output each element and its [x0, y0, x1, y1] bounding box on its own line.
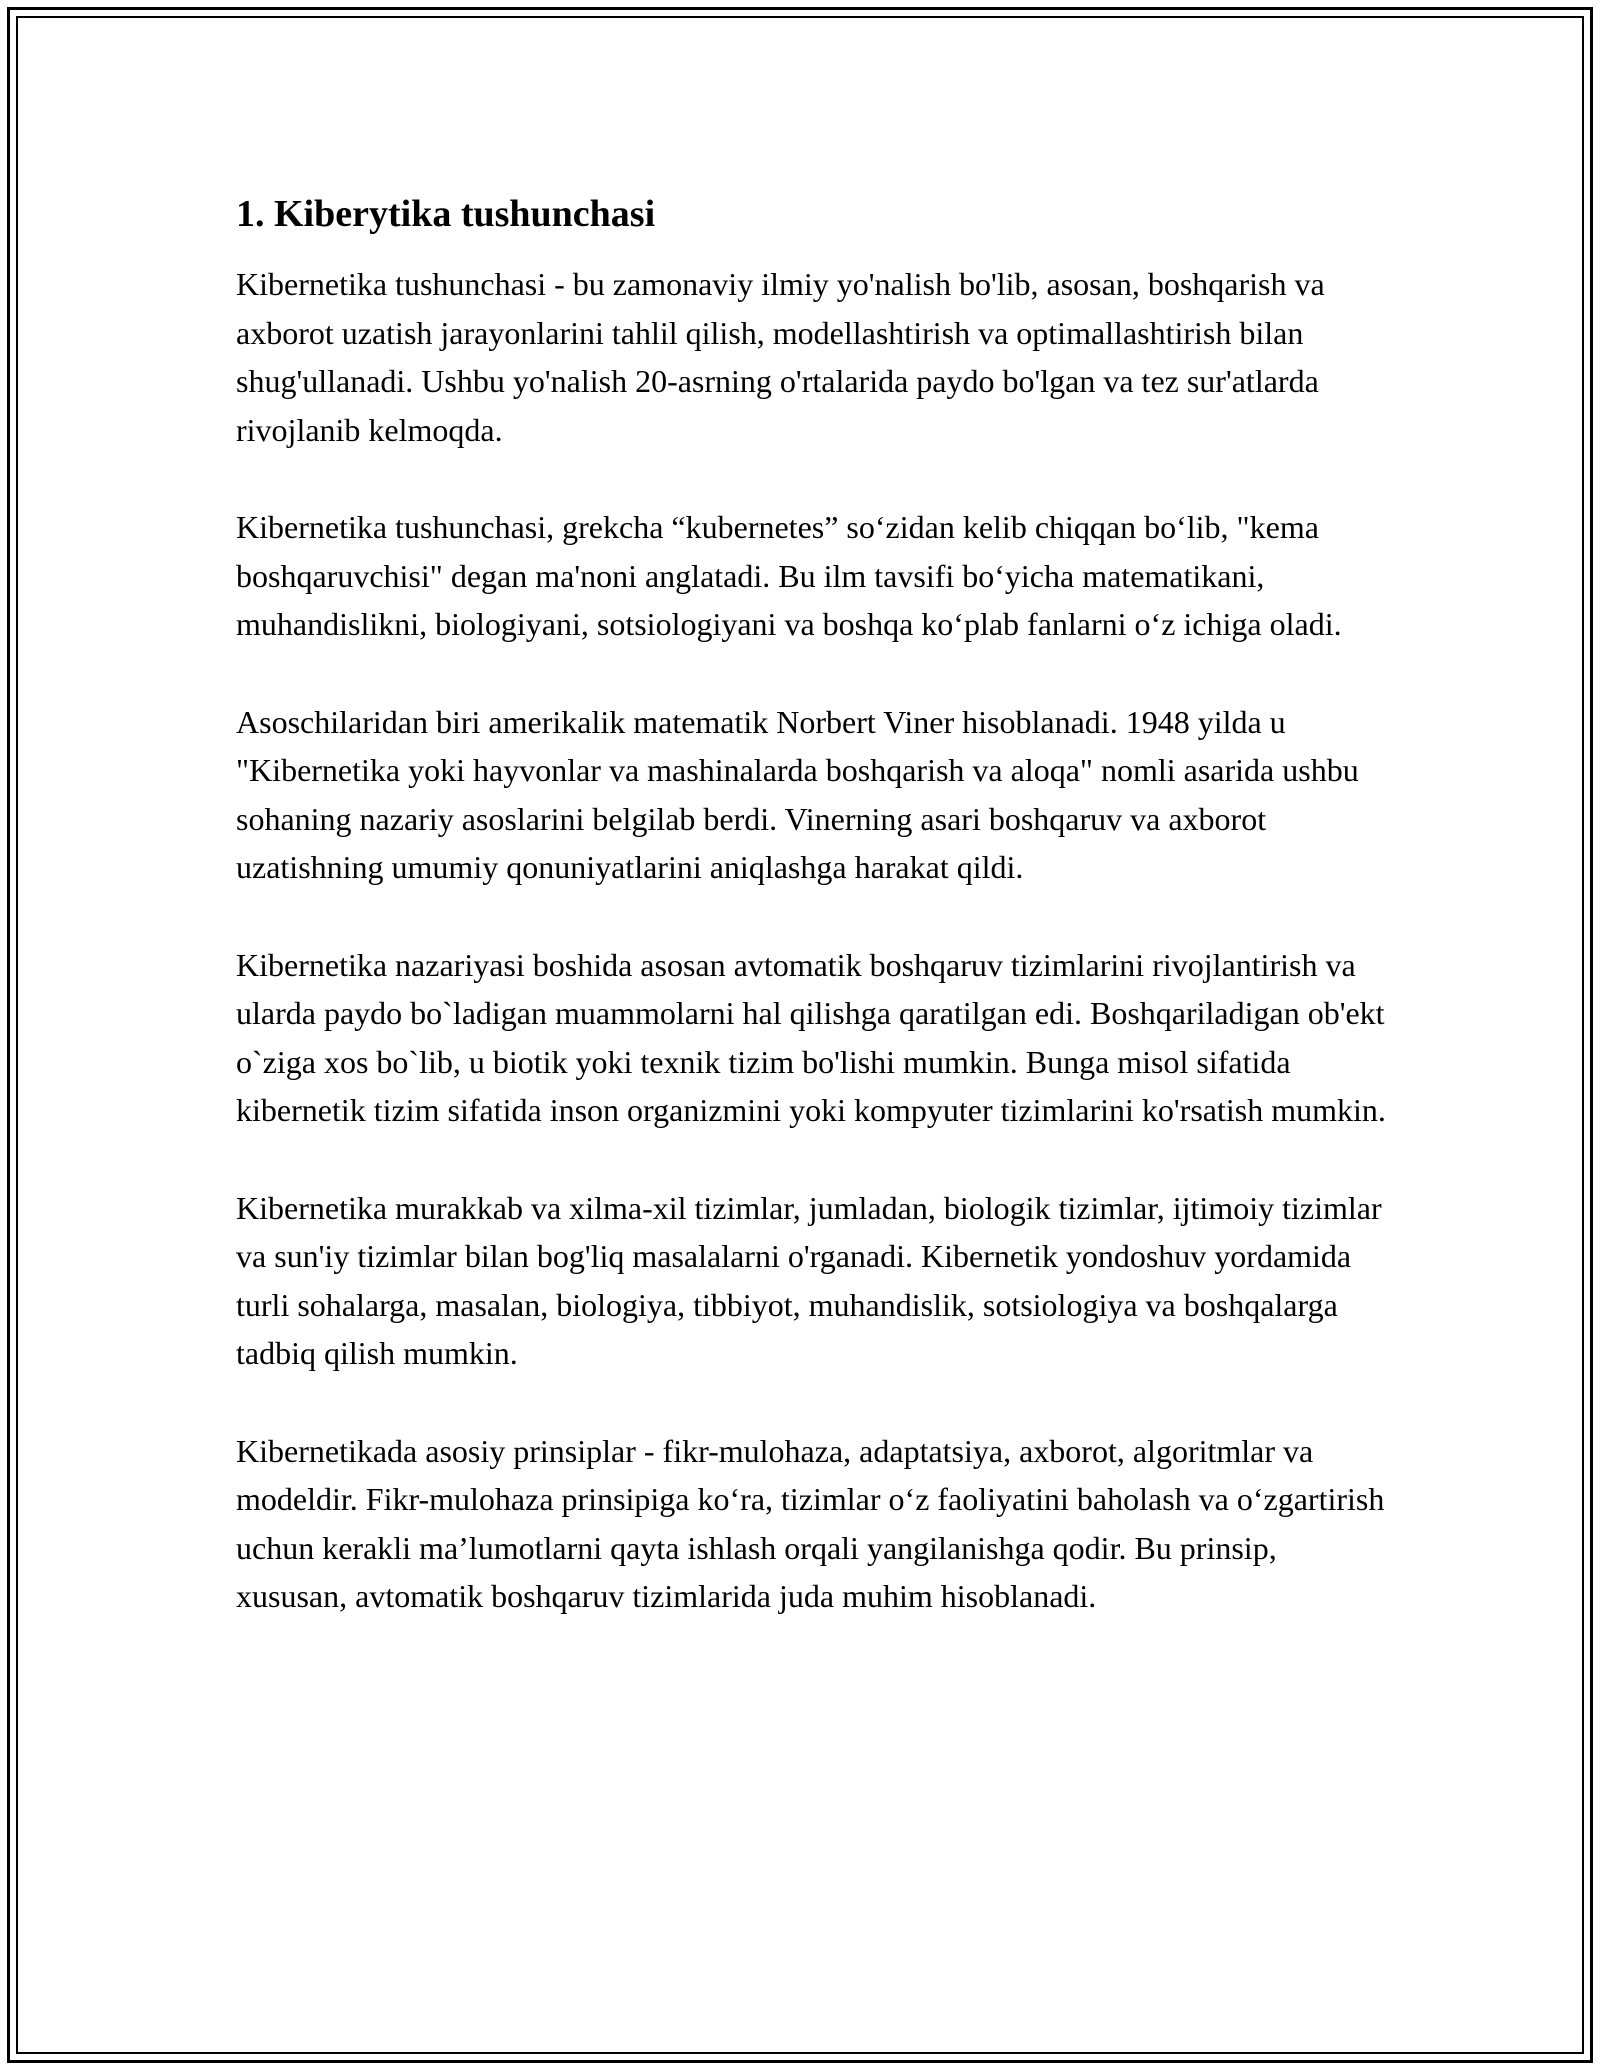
document-title: 1. Kiberytika tushunchasi [236, 193, 656, 235]
paragraph-etymology: Kibernetika tushunchasi, grekcha “kubernetes” so‘zidan kelib chiqqan bo‘lib, "kema boshqaruvchisi" degan ma'noni anglatadi. Bu ilm tavsifi bo‘yicha matematikani, muhandislikni, biologiyani, sotsiologiyani va boshqa ko‘plab fanlarni o‘z ichiga oladi. [236, 509, 1342, 642]
paragraph-definition: Kibernetika tushunchasi - bu zamonaviy ilmiy yo'nalish bo'lib, asosan, boshqarish va axborot uzatish jarayonlarini tahlil qilish, modellashtirish va optimallashtirish bilan shug'ullanadi. Ushbu yo'nalish 20-asrning o'rtalarida paydo bo'lgan va tez sur'atlarda rivojlanib kelmoqda. [236, 266, 1325, 448]
paragraph-founder: Asoschilaridan biri amerikalik matematik Norbert Viner hisoblanadi. 1948 yilda u "Kibernetika yoki hayvonlar va mashinalarda boshqarish va aloqa" nomli asarida ushbu sohaning nazariy asoslarini belgilab berdi. Vinerning asari boshqaruv va axborot uzatishning umumiy qonuniyatlarini aniqlashga harakat qildi. [236, 703, 1359, 885]
paragraph-systems: Kibernetika murakkab va xilma-xil tizimlar, jumladan, biologik tizimlar, ijtimoiy tizimlar va sun'iy tizimlar bilan bog'liq masalalarni o'rganadi. Kibernetik yondoshuv yordamida turli sohalarga, masalan, biologiya, tibbiyot, muhandislik, sotsiologiya va boshqalarga tadbiq qilish mumkin. [236, 1189, 1382, 1371]
paragraph-principles: Kibernetikada asosiy prinsiplar - fikr-mulohaza, adaptatsiya, axborot, algoritmlar va modeldir. Fikr-mulohaza prinsipiga ko‘ra, tizimlar o‘z faoliyatini baholash va o‘zgartirish uchun kerakli ma’lumotlarni qayta ishlash orqali yangilanishga qodir. Bu prinsip, xususan, avtomatik boshqaruv tizimlarida juda muhim hisoblanadi. [236, 1432, 1385, 1614]
paragraph-theory: Kibernetika nazariyasi boshida asosan avtomatik boshqaruv tizimlarini rivojlantirish va ularda paydo bo`ladigan muammolarni hal qilishga qaratilgan edi. Boshqariladigan ob'ekt o`ziga xos bo`lib, u biotik yoki texnik tizim bo'lishi mumkin. Bunga misol sifatida kibernetik tizim sifatida inson organizmini yoki kompyuter tizimlarini ko'rsatish mumkin. [236, 946, 1386, 1128]
document-body [236, 190, 1386, 1670]
